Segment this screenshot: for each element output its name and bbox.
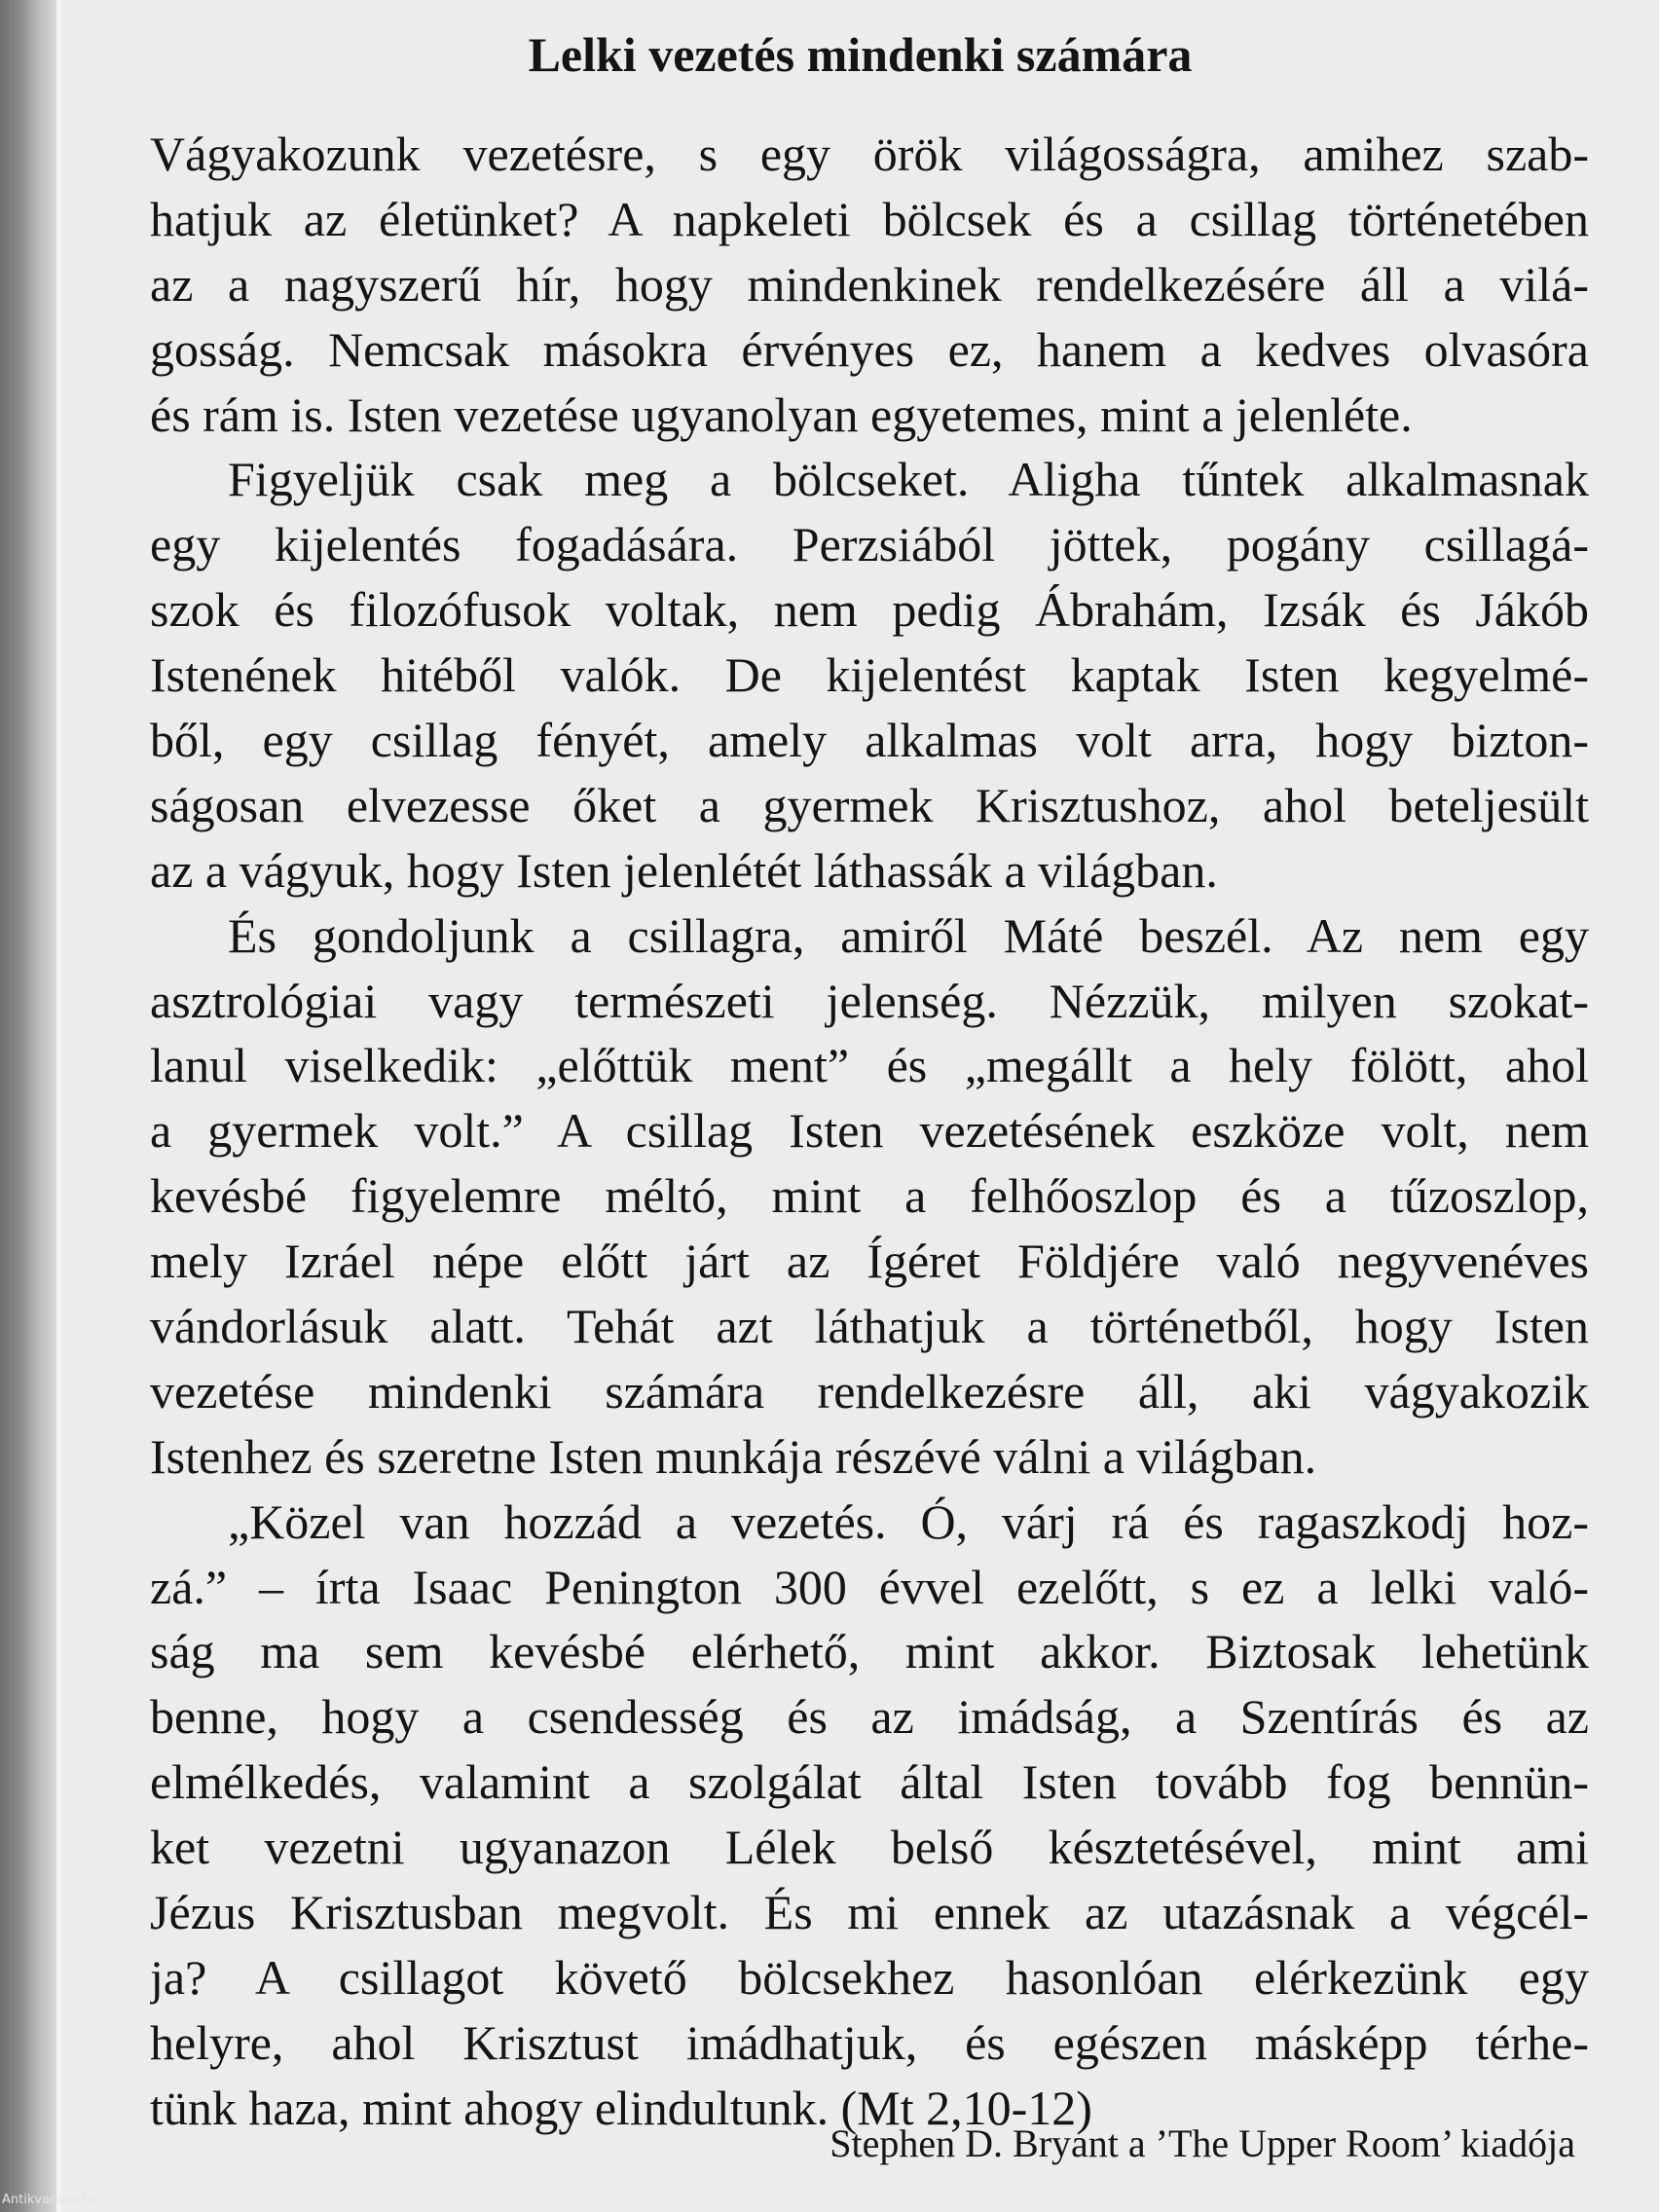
text-line: hatjuk az életünket? A napkeleti bölcsek és a csillag történetében — [150, 191, 1589, 246]
paragraph — [150, 122, 1589, 447]
page-title: Lelki vezetés mindenki számára — [528, 27, 1193, 82]
text-line: elmélkedés, valamint a szolgálat által Isten tovább fog bennün- — [150, 1754, 1589, 1810]
text-line: Vágyakozunk vezetésre, s egy örök világosságra, amihez szab- — [150, 127, 1589, 181]
text-line: „Közel van hozzád a vezetés. Ó, várj rá és ragaszkodj hoz- — [228, 1493, 1589, 1549]
paragraph — [150, 1490, 1589, 2141]
author-signature: Stephen D. Bryant a ’The Upper Room’ kiadója — [830, 2121, 1575, 2165]
text-line: helyre, ahol Krisztust imádhatjuk, és egészen másképp térhe- — [150, 2014, 1589, 2070]
text-line: ságosan elvezesse őket a gyermek Krisztushoz, ahol beteljesült — [150, 777, 1589, 832]
text-line: az a nagyszerű hír, hogy mindenkinek rendelkezésére áll a vilá- — [150, 256, 1589, 312]
text-line: benne, hogy a csendesség és az imádság, a Szentírás és az — [150, 1689, 1589, 1745]
text-line: asztrológiai vagy természeti jelenség. Nézzük, milyen szokat- — [150, 973, 1589, 1028]
text-line: Jézus Krisztusban megvolt. És mi ennek az utazásnak a végcél- — [150, 1885, 1589, 1940]
book-spine-shadow — [0, 0, 56, 2212]
text-line: ság ma sem kevésbé elérhető, mint akkor. Biztosak lehetünk — [150, 1624, 1589, 1679]
text-line: vezetése mindenki számára rendelkezésre áll, aki vágyakozik — [150, 1363, 1589, 1419]
text-line: ből, egy csillag fényét, amely alkalmas volt arra, hogy bizton- — [150, 713, 1589, 768]
text-line: a gyermek volt.” A csillag Isten vezetésének eszköze volt, nem — [150, 1103, 1589, 1159]
text-line: gosság. Nemcsak másokra érvényes ez, hanem a kedves olvasóra — [150, 321, 1589, 377]
text-line: egy kijelentés fogadására. Perzsiából jöttek, pogány csillagá- — [150, 517, 1589, 572]
text-line: mely Izráel népe előtt járt az Ígéret Földjére való negyvenéves — [150, 1234, 1589, 1289]
text-line: tünk haza, mint ahogy elindultunk. (Mt 2,10-12) — [150, 2080, 1092, 2135]
text-line: lanul viselkedik: „előttük ment” és „megállt a hely fölött, ahol — [150, 1038, 1589, 1093]
text-line: vándorlásuk alatt. Tehát azt láthatjuk a történetből, hogy Isten — [150, 1299, 1589, 1354]
text-line: kevésbé figyelemre méltó, mint a felhőoszlop és a tűzoszlop, — [150, 1168, 1589, 1224]
text-line: ja? A csillagot követő bölcsekhez hasonlóan elérkezünk egy — [150, 1949, 1589, 2005]
text-line: És gondoljunk a csillagra, amiről Máté beszél. Az nem egy — [228, 907, 1589, 963]
watermark: Antikvarium.hu — [2, 2193, 99, 2207]
text-line: ket vezetni ugyanazon Lélek belső késztetésével, mint ami — [150, 1820, 1589, 1875]
text-line: az a vágyuk, hogy Isten jelenlétét láthassák a világban. — [150, 842, 1218, 898]
paragraph — [150, 903, 1589, 1490]
text-line: Figyeljük csak meg a bölcseket. Aligha tűntek alkalmasnak — [228, 452, 1589, 507]
text-line: szok és filozófusok voltak, nem pedig Ábrahám, Izsák és Jákób — [150, 582, 1589, 638]
text-line: és rám is. Isten vezetése ugyanolyan egyetemes, mint a jelenléte. — [150, 387, 1413, 442]
article-body — [150, 122, 1589, 2141]
paragraph — [150, 447, 1589, 903]
text-line: Istenhez és szeretne Isten munkája részévé válni a világban. — [150, 1428, 1317, 1484]
text-line: Istenének hitéből valók. De kijelentést kaptak Isten kegyelmé- — [150, 647, 1589, 703]
text-line: zá.” – írta Isaac Penington 300 évvel ezelőtt, s ez a lelki való- — [150, 1559, 1589, 1614]
